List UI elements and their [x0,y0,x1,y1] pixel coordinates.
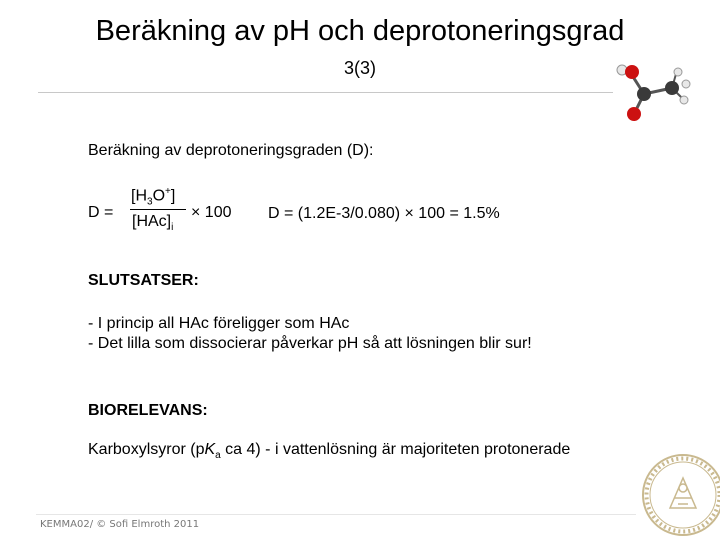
numerator-subscript: 3 [147,196,153,208]
conclusion-item: - I princip all HAc föreligger som HAc [88,315,350,332]
formula-lhs: D = [88,204,114,221]
bio-text-start: Karboxylsyror (p [88,441,205,458]
numerator-main: [H [131,187,147,205]
conclusion-item: - Det lilla som dissocierar påverkar pH så att lösningen blir sur! [88,335,532,352]
university-seal-icon [640,452,720,538]
slide-subtitle: 3(3) [343,58,376,78]
numerator-superscript: + [165,186,171,197]
numerator-oxygen: O [152,187,166,205]
conclusions-list [88,314,532,354]
section-heading: Beräkning av deprotoneringsgraden (D): [88,142,374,159]
bio-k-symbol: K [204,441,216,458]
biorelevance-text [88,441,570,461]
fraction-bar [130,209,186,210]
biorelevance-heading: BIORELEVANS: [88,402,208,419]
calculation-result: D = (1.2E-3/0.080) × 100 = 1.5% [268,205,500,222]
footer-divider [36,514,636,515]
bio-text-end: ca 4) - i vattenlösning är majoriteten protonerade [220,441,571,458]
title-divider [38,92,613,93]
slide-title: Beräkning av pH och deprotoneringsgrad [95,15,625,47]
numerator-end: ] [170,187,176,205]
denominator-main: [HAc] [132,213,172,230]
formula-denominator [132,213,173,233]
acetic-acid-molecule-icon [610,58,692,124]
denominator-subscript: i [171,222,174,234]
formula-multiplier: × 100 [191,204,232,221]
bio-k-subscript: a [215,450,221,462]
formula-numerator [131,186,175,208]
conclusions-heading: SLUTSATSER: [88,272,199,289]
footer-text: KEMMA02/ © Sofi Elmroth 2011 [40,519,200,530]
